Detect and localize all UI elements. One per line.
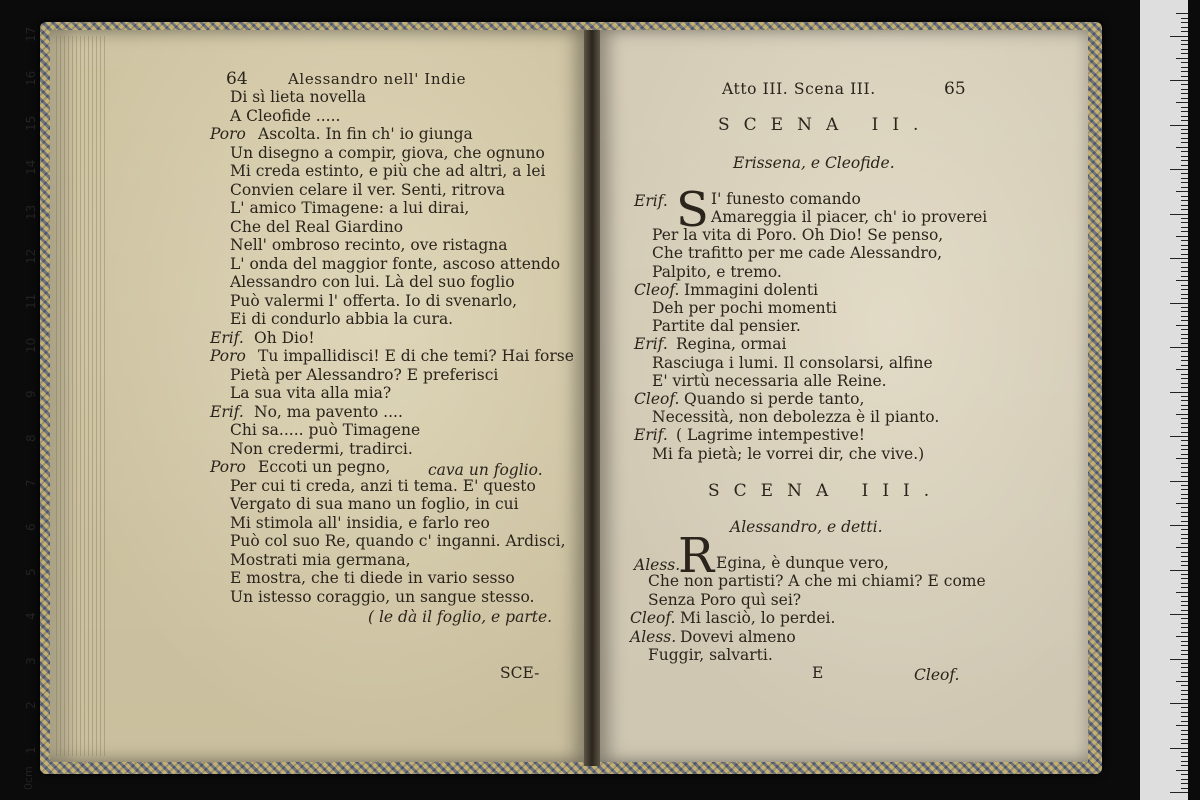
scene-3-drop-cap: R (678, 528, 715, 584)
ruler-tick (1181, 53, 1188, 54)
verse-line: Ei di condurlo abbia la cura. (230, 310, 454, 328)
ruler-tick (1181, 22, 1188, 23)
ruler-number: 9 (24, 389, 38, 398)
ruler-number: 8 (24, 434, 38, 442)
ruler-tick (1181, 378, 1188, 379)
ruler-tick (1170, 169, 1188, 170)
ruler-tick (1181, 84, 1188, 85)
ruler-tick (1181, 111, 1188, 112)
ruler-tick (1181, 467, 1188, 468)
ruler-tick (1181, 712, 1188, 713)
right-page-number: 65 (944, 79, 966, 99)
ruler-tick (1181, 156, 1188, 157)
verse-line: Dovevi almeno (680, 627, 796, 646)
ruler-tick (1170, 570, 1188, 571)
ruler-tick (1181, 512, 1188, 513)
verse-line: Per cui ti creda, anzi ti tema. E' questo (230, 476, 536, 495)
ruler-tick (1181, 160, 1188, 161)
ruler-tick (1181, 40, 1188, 41)
ruler-tick (1181, 494, 1188, 495)
verse-line: ( Lagrime intempestive! (676, 426, 866, 445)
ruler-tick (1176, 102, 1188, 103)
verse-line: Regina, ormai (676, 335, 787, 354)
verse-line: E mostra, che ti diede in vario sesso (230, 569, 515, 587)
ruler-tick (1181, 765, 1188, 766)
ruler-tick (1181, 587, 1188, 588)
signature-mark: E (812, 664, 824, 682)
ruler-tick (1181, 374, 1188, 375)
ruler-tick (1181, 133, 1188, 134)
verse-line: Convien celare il ver. Senti, ritrova (230, 180, 506, 199)
ruler-tick (1181, 383, 1188, 384)
ruler-tick (1181, 472, 1188, 473)
ruler-tick (1176, 592, 1188, 593)
ruler-tick (1181, 730, 1188, 731)
ruler-tick (1181, 307, 1188, 308)
ruler-tick (1176, 325, 1188, 326)
ruler-number: 15 (24, 115, 38, 131)
ruler-tick (1181, 138, 1188, 139)
ruler-tick (1181, 93, 1188, 94)
ruler-tick (1181, 254, 1188, 255)
left-running-title: Alessandro nell' Indie (288, 70, 467, 88)
ruler-tick (1181, 356, 1188, 357)
ruler-tick (1181, 756, 1188, 757)
ruler-number: 6 (24, 523, 38, 531)
ruler-tick (1181, 165, 1188, 166)
ruler-tick (1181, 641, 1188, 642)
ruler-tick (1176, 636, 1188, 637)
ruler-tick (1181, 276, 1188, 277)
ruler-tick (1181, 338, 1188, 339)
ruler-tick (1170, 392, 1188, 393)
ruler-tick (1181, 298, 1188, 299)
ruler-tick (1181, 699, 1188, 700)
ruler-tick (1170, 258, 1188, 259)
ruler-tick (1170, 525, 1188, 526)
ruler-tick (1181, 116, 1188, 117)
ruler-tick (1181, 685, 1188, 686)
ruler-number: 1 (24, 745, 38, 754)
ruler-tick (1181, 440, 1188, 441)
scene-2-heading: SCENA II. (718, 115, 933, 135)
ruler-tick (1170, 36, 1188, 37)
speaker-label: Poro (210, 125, 246, 143)
verse-line: A Cleofide ..... (230, 106, 341, 125)
verse-line: Rasciuga i lumi. Il consolarsi, alfine (652, 353, 933, 372)
ruler-tick (1181, 561, 1188, 562)
ruler-tick (1181, 329, 1188, 330)
ruler-tick (1181, 289, 1188, 290)
right-catchword: Cleof. (914, 666, 960, 684)
ruler-tick (1181, 743, 1188, 744)
ruler-tick (1181, 654, 1188, 655)
verse-line: La sua vita alla mia? (230, 384, 392, 402)
ruler-tick (1181, 663, 1188, 664)
ruler-tick (1170, 80, 1188, 81)
ruler-tick (1181, 196, 1188, 197)
ruler-tick (1181, 583, 1188, 584)
ruler-tick (1181, 107, 1188, 108)
verse-line: Deh per pochi momenti (652, 299, 837, 317)
ruler-tick (1181, 285, 1188, 286)
verse-line: Mi fa pietà; le vorrei dir, che vive.) (652, 444, 925, 463)
ruler-tick (1181, 231, 1188, 232)
speaker-label: Erif. (634, 426, 668, 445)
ruler-number: 17 (24, 26, 38, 42)
verse-line: Può valermi l' offerta. Io di svenarlo, (230, 291, 518, 310)
ruler-tick (1181, 222, 1188, 223)
ruler-number: 11 (24, 293, 38, 309)
ruler-tick (1181, 556, 1188, 557)
ruler-tick (1181, 650, 1188, 651)
verse-line: Eccoti un pegno, (258, 458, 391, 476)
ruler-tick (1181, 618, 1188, 619)
ruler-tick (1181, 182, 1188, 183)
ruler-tick (1181, 449, 1188, 450)
ruler-tick (1181, 343, 1188, 344)
ruler-tick (1181, 676, 1188, 677)
ruler-tick (1181, 387, 1188, 388)
ruler-tick (1181, 365, 1188, 366)
ruler-tick (1181, 774, 1188, 775)
ruler-tick (1176, 13, 1188, 14)
verse-line: Nell' ombroso recinto, ove ristagna (230, 236, 508, 254)
verse-line: Non credermi, tradirci. (230, 439, 413, 458)
speaker-label: Erif. (634, 335, 668, 354)
ruler-tick (1181, 739, 1188, 740)
ruler-tick (1181, 721, 1188, 722)
ruler-tick (1181, 173, 1188, 174)
verse-line: Tu impallidisci! E di che temi? Hai forse (258, 347, 574, 365)
ruler-tick (1181, 601, 1188, 602)
ruler-tick (1181, 351, 1188, 352)
ruler-tick (1181, 783, 1188, 784)
ruler-tick (1181, 716, 1188, 717)
verse-line: Partite dal pensier. (652, 317, 801, 336)
left-catchword: SCE- (500, 664, 540, 682)
speaker-label: Erif. (210, 402, 244, 421)
ruler-tick (1181, 89, 1188, 90)
verse-line: Un istesso coraggio, un sangue stesso. (230, 587, 535, 606)
verse-line: Che del Real Giardino (230, 217, 404, 236)
ruler-tick (1181, 49, 1188, 50)
ruler-number: 12 (24, 248, 38, 264)
ruler-tick (1181, 240, 1188, 241)
ruler-tick (1181, 489, 1188, 490)
ruler-tick (1170, 792, 1188, 793)
ruler-tick (1170, 481, 1188, 482)
ruler-tick (1181, 423, 1188, 424)
ruler-tick (1181, 129, 1188, 130)
ruler-tick (1170, 347, 1188, 348)
verse-line: Chi sa..... può Timagene (230, 421, 421, 439)
verse-line: Alessandro con lui. Là del suo foglio (230, 273, 515, 291)
ruler-tick (1181, 672, 1188, 673)
ruler-tick (1181, 565, 1188, 566)
verse-line: Mi creda estinto, e più che ad altri, a lei (230, 162, 546, 180)
ruler-tick (1176, 58, 1188, 59)
ruler-tick (1181, 476, 1188, 477)
ruler-tick (1181, 645, 1188, 646)
ruler-tick (1181, 18, 1188, 19)
ruler-tick (1181, 752, 1188, 753)
ruler-tick (1176, 770, 1188, 771)
ruler-number: 14 (24, 159, 38, 175)
speaker-label: Poro (210, 347, 246, 365)
ruler-tick (1181, 596, 1188, 597)
ruler-tick (1181, 178, 1188, 179)
ruler-tick (1181, 311, 1188, 312)
ruler-tick (1181, 396, 1188, 397)
ruler-tick (1181, 694, 1188, 695)
verse-line: Che non partisti? A che mi chiami? E come (648, 572, 986, 590)
ruler-tick (1181, 218, 1188, 219)
ruler-tick (1181, 187, 1188, 188)
ruler-number: 16 (24, 70, 38, 86)
verse-line: Pietà per Alessandro? E preferisci (230, 365, 499, 384)
ruler-tick (1181, 142, 1188, 143)
ruler-tick (1181, 578, 1188, 579)
ruler-tick (1176, 191, 1188, 192)
ruler-tick (1181, 267, 1188, 268)
ruler-tick (1181, 667, 1188, 668)
ruler-tick (1181, 120, 1188, 121)
stage-direction-parte: ( le dà il foglio, e parte. (368, 608, 553, 626)
verse-line: E' virtù necessaria alle Reine. (652, 371, 887, 390)
ruler-tick (1181, 779, 1188, 780)
ruler-number: 2 (24, 701, 38, 709)
ruler-tick (1181, 62, 1188, 63)
ruler-tick (1181, 316, 1188, 317)
ruler-tick (1170, 748, 1188, 749)
ruler-tick (1170, 436, 1188, 437)
ruler-tick (1181, 294, 1188, 295)
ruler-tick (1181, 529, 1188, 530)
ruler-tick (1176, 414, 1188, 415)
verse-line: Necessità, non debolezza è il pianto. (652, 408, 940, 427)
ruler-tick (1176, 147, 1188, 148)
ruler-tick (1176, 725, 1188, 726)
ruler-tick (1176, 280, 1188, 281)
ruler-tick (1181, 71, 1188, 72)
ruler-tick (1181, 271, 1188, 272)
ruler-tick (1181, 761, 1188, 762)
ruler-tick (1181, 76, 1188, 77)
ruler-tick (1181, 405, 1188, 406)
verse-line: L' onda del maggior fonte, ascoso attendo (230, 254, 561, 273)
ruler-tick (1181, 418, 1188, 419)
ruler-tick (1181, 151, 1188, 152)
verse-line: Amareggia il piacer, ch' io proverei (711, 208, 988, 226)
ruler-tick (1181, 627, 1188, 628)
ruler-tick (1181, 734, 1188, 735)
scene-3-heading: SCENA III. (708, 481, 944, 501)
ruler-tick (1181, 205, 1188, 206)
ruler-tick (1181, 27, 1188, 28)
scene-2-first-speaker: Erif. (634, 192, 668, 210)
ruler-tick (1181, 521, 1188, 522)
verse-line: Mi stimola all' insidia, e farlo reo (230, 513, 490, 532)
scene-2-drop-cap: S (676, 182, 709, 238)
ruler-tick (1181, 427, 1188, 428)
ruler-tick (1181, 543, 1188, 544)
ruler-tick (1181, 538, 1188, 539)
stage-direction-cava: cava un foglio. (428, 461, 543, 479)
ruler-tick (1176, 458, 1188, 459)
page-edges (56, 36, 106, 756)
ruler-tick (1181, 788, 1188, 789)
ruler-tick (1181, 454, 1188, 455)
ruler-tick (1176, 236, 1188, 237)
speaker-label: Aless. (630, 627, 677, 646)
ruler-tick (1181, 262, 1188, 263)
scene-3-characters: Alessandro, e detti. (730, 518, 883, 536)
speaker-label: Cleof. (634, 280, 680, 299)
speaker-label: Poro (210, 458, 246, 476)
ruler-tick (1181, 463, 1188, 464)
ruler-tick (1181, 200, 1188, 201)
scene-2-characters: Erissena, e Cleofide. (733, 154, 895, 172)
ruler-number: 13 (24, 204, 38, 220)
verse-line: Quando si perde tanto, (684, 390, 865, 408)
ruler-tick (1181, 409, 1188, 410)
ruler-tick (1170, 703, 1188, 704)
scene-3-first-line: Egina, è dunque vero, (716, 554, 889, 572)
speaker-label: Cleof. (630, 609, 676, 627)
ruler-tick (1181, 31, 1188, 32)
verse-line: Mi lasciò, lo perdei. (680, 609, 836, 627)
ruler-tick (1181, 227, 1188, 228)
verse-line: Può col suo Re, quando c' inganni. Ardisci, (230, 532, 566, 550)
ruler-tick (1181, 498, 1188, 499)
ruler-tick (1181, 605, 1188, 606)
verse-line: L' amico Timagene: a lui dirai, (230, 199, 470, 217)
speaker-label: Cleof. (634, 390, 680, 408)
ruler-tick (1170, 214, 1188, 215)
verse-line: Immagini dolenti (684, 280, 819, 299)
verse-line: Oh Dio! (254, 328, 315, 347)
ruler-tick (1181, 245, 1188, 246)
verse-line: No, ma pavento .... (254, 402, 403, 421)
ruler-tick (1181, 445, 1188, 446)
verse-line: Fuggir, salvarti. (648, 646, 773, 664)
scene-2-first-line: I' funesto comando (711, 190, 861, 208)
ruler-tick (1170, 125, 1188, 126)
ruler-tick (1176, 547, 1188, 548)
speaker-label: Erif. (210, 328, 244, 347)
ruler-tick (1181, 610, 1188, 611)
ruler-tick (1176, 369, 1188, 370)
right-running-title: Atto III. Scena III. (722, 80, 876, 98)
scene-3-first-speaker: Aless. (634, 556, 681, 574)
verse-line: Mostrati mia germana, (230, 550, 411, 569)
ruler-tick (1181, 707, 1188, 708)
ruler-tick (1181, 485, 1188, 486)
ruler-tick (1181, 360, 1188, 361)
ruler-tick (1181, 320, 1188, 321)
ruler-tick (1181, 534, 1188, 535)
ruler-tick (1181, 690, 1188, 691)
ruler-tick (1181, 209, 1188, 210)
book-gutter (584, 30, 600, 766)
ruler-tick (1181, 574, 1188, 575)
verse-line: Per la vita di Poro. Oh Dio! Se penso, (652, 226, 944, 245)
ruler-tick (1181, 507, 1188, 508)
ruler-tick (1176, 681, 1188, 682)
verse-line: Palpito, e tremo. (652, 262, 782, 281)
ruler-tick (1181, 552, 1188, 553)
ruler-tick (1170, 614, 1188, 615)
ruler-tick (1181, 623, 1188, 624)
verse-line: Di sì lieta novella (230, 88, 367, 106)
left-page-number: 64 (226, 69, 248, 89)
ruler-number: 4 (24, 612, 38, 620)
ruler-tick (1181, 334, 1188, 335)
ruler-number: 5 (24, 567, 38, 576)
ruler-tick (1170, 303, 1188, 304)
verse-line: Ascolta. In fin ch' io giunga (258, 125, 473, 143)
ruler-tick (1181, 44, 1188, 45)
ruler-tick (1181, 98, 1188, 99)
verse-line: Senza Poro quì sei? (648, 590, 802, 609)
ruler-unit-label: 0cm (22, 766, 35, 790)
ruler-tick (1181, 249, 1188, 250)
ruler-tick (1170, 659, 1188, 660)
verse-line: Vergato di sua mano un foglio, in cui (230, 495, 519, 513)
ruler-tick (1181, 516, 1188, 517)
ruler-number: 10 (24, 337, 38, 353)
ruler-tick (1181, 432, 1188, 433)
verse-line: Che trafitto per me cade Alessandro, (652, 244, 943, 263)
ruler-tick (1181, 67, 1188, 68)
ruler-number: 3 (24, 656, 38, 665)
ruler-tick (1181, 400, 1188, 401)
ruler-tick (1176, 503, 1188, 504)
verse-line: Un disegno a compir, giova, che ognuno (230, 143, 545, 162)
ruler-number: 7 (24, 478, 38, 487)
ruler-tick (1181, 632, 1188, 633)
